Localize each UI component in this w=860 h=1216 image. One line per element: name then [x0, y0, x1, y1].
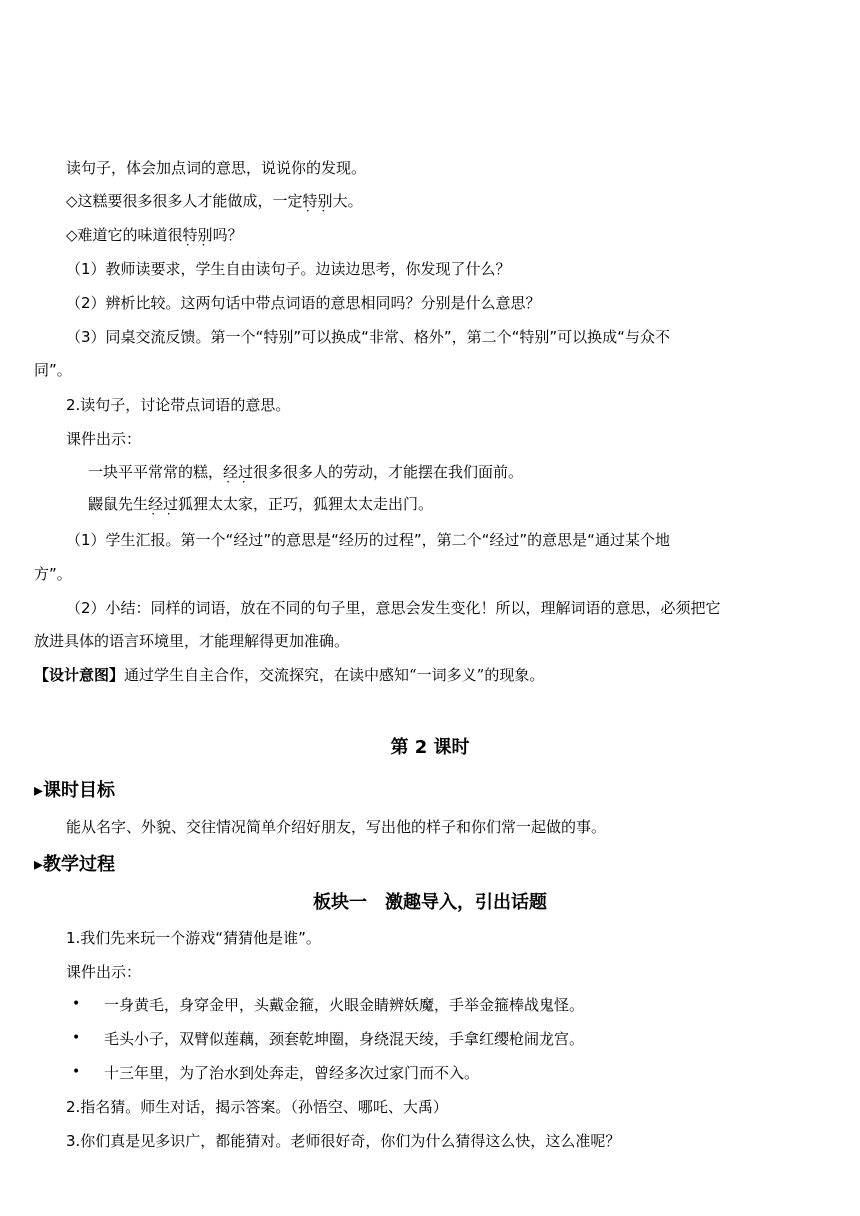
- instruction-read-sentences: 读句子，体会加点词的意思，说说你的发现。: [66, 159, 367, 177]
- sentence-text: 很多很多人的劳动，才能摆在我们面前。: [253, 463, 524, 481]
- example-sentence-1: [66, 191, 363, 211]
- riddle-1: 一身黄毛，身穿金甲，头戴金箍，火眼金睛辨妖魔，手举金箍棒战鬼怪。: [104, 996, 585, 1014]
- summary-line-2: 放进具体的语言环境里，才能理解得更加准确。: [34, 632, 350, 650]
- dotted-word: 特别 · ·: [303, 191, 333, 211]
- courseware-label: 课件出示：: [66, 430, 142, 448]
- dotted-word: 特别 · ·: [183, 225, 213, 245]
- lesson-title: 第 2 课时: [390, 737, 470, 758]
- design-intent-label: 【设计意图】: [34, 666, 125, 684]
- riddle-3: 十三年里，为了治水到处奔走，曾经多次过家门而不入。: [104, 1064, 480, 1082]
- sentence-text: ◇难道它的味道很: [66, 226, 183, 244]
- step-1: （1）教师读要求，学生自由读句子。边读边思考，你发现了什么？: [66, 260, 511, 278]
- step-3-line-1: （3）同桌交流反馈。第一个“特别”可以换成“非常、格外”，第二个“特别”可以换成“与众不: [66, 328, 670, 346]
- process-step-3: 3.你们真是见多识广，都能猜对。老师很好奇，你们为什么猜得这么快，这么准呢？: [66, 1132, 621, 1150]
- dotted-word: 经过 · ·: [223, 462, 253, 482]
- design-intent: [34, 665, 544, 685]
- process-step-1: 1.我们先来玩一个游戏“猜猜他是谁”。: [66, 929, 321, 947]
- summary-line-1: （2）小结：同样的词语，放在不同的句子里，意思会发生变化！所以，理解词语的意思，必须把它: [66, 599, 721, 617]
- dotted-word: 经过 · ·: [148, 494, 178, 514]
- bullet-icon: •: [72, 1030, 81, 1046]
- riddle-2: 毛头小子，双臂似莲藕，颈套乾坤圈，身绕混天绫，手拿红缨枪闹龙宫。: [104, 1030, 585, 1048]
- goal-heading: ▸课时目标: [34, 780, 116, 801]
- example-sentence-3: [88, 462, 523, 482]
- sentence-text: 吗？: [212, 226, 243, 244]
- step-2: （2）辨析比较。这两句话中带点词语的意思相同吗？分别是什么意思？: [66, 294, 541, 312]
- block-title: 板块一 激趣导入，引出话题: [313, 892, 547, 913]
- goal-text: 能从名字、外貌、交往情况简单介绍好朋友，写出他的样子和你们常一起做的事。: [66, 818, 607, 836]
- report-line-2: 方”。: [34, 565, 72, 583]
- bullet-icon: •: [72, 1064, 81, 1080]
- courseware-label-2: 课件出示：: [66, 963, 142, 981]
- sentence-text: 大。: [332, 192, 363, 210]
- sentence-text: 狐狸太太家，正巧，狐狸太太走出门。: [178, 495, 434, 513]
- bullet-icon: •: [72, 996, 81, 1012]
- example-sentence-4: [88, 494, 433, 514]
- process-step-2: 2.指名猜。师生对话，揭示答案。（孙悟空、哪吒、大禹）: [66, 1098, 448, 1116]
- item-2-heading: 2.读句子，讨论带点词语的意思。: [66, 396, 291, 414]
- step-3-line-2: 同”。: [34, 361, 72, 379]
- report-line-1: （1）学生汇报。第一个“经过”的意思是“经历的过程”，第二个“经过”的意思是“通过某个地: [66, 531, 670, 549]
- process-heading: ▸教学过程: [34, 854, 116, 875]
- sentence-text: 鼹鼠先生: [88, 495, 149, 513]
- sentence-text: ◇这糕要很多很多人才能做成，一定: [66, 192, 303, 210]
- design-intent-text: 通过学生自主合作，交流探究，在读中感知“一词多义”的现象。: [124, 666, 545, 684]
- sentence-text: 一块平平常常的糕，: [88, 463, 224, 481]
- example-sentence-2: [66, 225, 243, 245]
